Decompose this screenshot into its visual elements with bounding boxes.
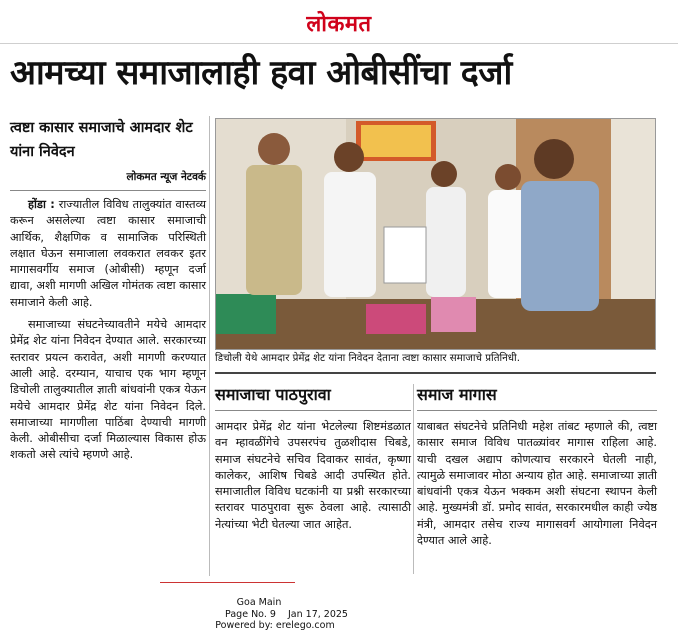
paragraph-1: [10, 197, 206, 311]
section-backward: [417, 384, 657, 549]
section-heading-backward: समाज मागास: [417, 384, 657, 411]
column-divider-2: [413, 384, 414, 574]
lead-body: [10, 197, 206, 464]
powered-by: Powered by: erelego.com: [215, 620, 335, 631]
news-photo: [215, 118, 656, 350]
section-text-follow-up: आमदार प्रेमेंद्र शेट यांना भेटलेल्या शिष्टमंडळात वन म्हावळींगेचे उपसरपंच तुळशीदास चिबडे, समाज संघटनेचे सचिव दिवाकर सावंत, कृष्णा कालेकर, आशिष चिबडे आदी उपस्थित होते. समाजातील विविध घटकांनी या प्रश्नी सरकारच्या स्तरावर पाठपुरावा सुरू ठेवला आहे. त्यासाठी नेत्यांच्या भेटी घेतल्या जात आहेत.: [215, 420, 411, 531]
column-divider: [209, 116, 210, 576]
masthead: [0, 0, 678, 44]
paragraph-2: समाजाच्या संघटनेच्यावतीने मयेचे आमदार प्रेमेंद्र शेट यांना निवेदन देण्यात आले. सरकारच्या स्तरावर प्रयत्न करावेत, अशी मागणी करण्यात आली आहे. दरम्यान, याचाच एक भाग म्हणून डिचोली तालुक्यातील ज्ञाती बांधवांनी एकत्र येऊन मयेचे आमदार प्रेमेंद्र शेट यांना निवेदन दिले. समाजाच्या मागणीला पाठिंबा देण्याची मागणी केली. ओबीसीचा दर्जा मिळाल्यास विकास होऊ शकतो असे त्यांचे म्हणणे आहे.: [10, 318, 206, 462]
article-subhead: त्वष्टा कासार समाजाचे आमदार शेट यांना निवेदन: [10, 120, 193, 160]
newspaper-logo: लोकमत: [306, 12, 372, 37]
photo-illustration: [216, 119, 656, 350]
byline: लोकमत न्यूज नेटवर्क: [10, 170, 206, 191]
page-footer: [0, 597, 678, 632]
page-and-date: Page No. 9 Jan 17, 2025: [225, 608, 348, 620]
paragraph-1-text: राज्यातील विविध तालुक्यांत वास्तव्य करून असलेल्या त्वष्टा कासार समाजाची आर्थिक, शैक्षणिक व सामाजिक परिस्थिती लक्षात घेऊन समाजाला लवकरात लवकर इतर मागासवर्गीय समाज (ओबीसी) म्हणून दर्जा द्यावा, अशी मागणी अखिल गोमंतक त्वष्टा कासार समाजाने केली आहे.: [10, 198, 206, 309]
footer-rule: [160, 582, 295, 583]
edition-name: Goa Main: [236, 597, 282, 608]
dateline: होंडा :: [28, 198, 55, 211]
section-follow-up: [215, 384, 411, 533]
section-divider: [215, 372, 656, 374]
section-text-backward: याबाबत संघटनेचे प्रतिनिधी महेश तांबट म्हणाले की, त्वष्टा कासार समाज विविध पातळ्यांवर मागास राहिला आहे. याची दखल अद्याप कोणत्याच सरकारने घेतली नाही, त्यामुळे समाजावर मोठा अन्याय होत आहे. समाजाच्या ज्ञाती बांधवांनी एकत्र येऊन भक्कम अशी संघटना स्थापन केली आहे. मुख्यमंत्री डॉ. प्रमोद सावंत, सरकारमधील काही ज्येष्ठ मंत्री, आमदार तसेच राज्य मागासवर्ग आयोगाला निवेदन देण्यात आले आहे.: [417, 420, 657, 548]
lead-column: [10, 116, 206, 464]
section-heading-follow-up: समाजाचा पाठपुरावा: [215, 384, 411, 411]
photo-caption: डिचोली येथे आमदार प्रेमेंद्र शेट यांना निवेदन देताना त्वष्टा कासार समाजाचे प्रतिनिधी.: [215, 353, 520, 364]
article-headline: आमच्या समाजालाही हवा ओबीसींचा दर्जा: [10, 53, 512, 93]
